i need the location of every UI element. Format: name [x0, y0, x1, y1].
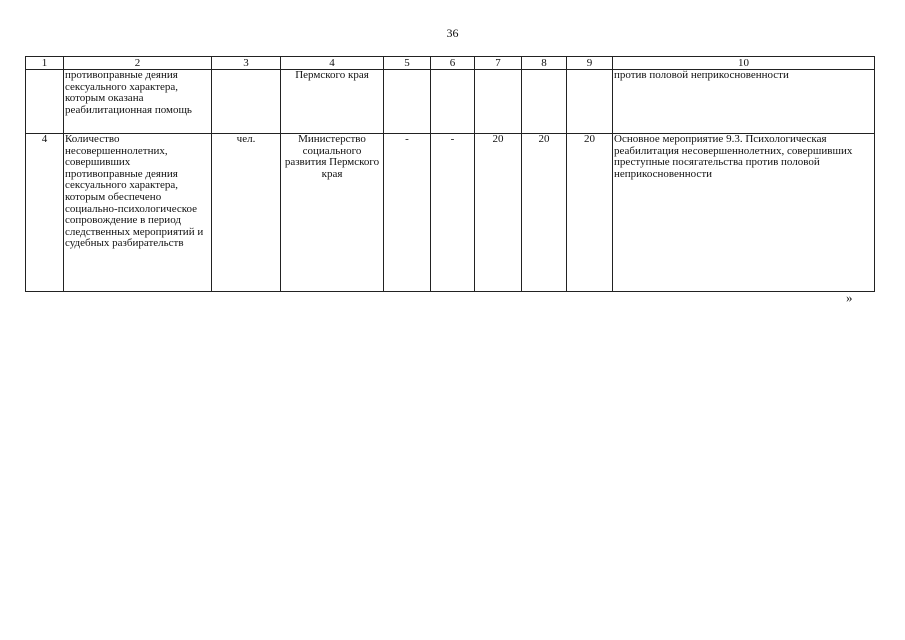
- row-number-cell: 4: [26, 134, 64, 292]
- value-cell: 20: [522, 134, 567, 292]
- responsible-cell: Пермского края: [281, 70, 384, 134]
- value-cell: [567, 70, 613, 134]
- row-number-cell: [26, 70, 64, 134]
- table-row: [26, 134, 875, 292]
- column-header: 5: [384, 57, 431, 70]
- value-cell: -: [431, 134, 475, 292]
- value-cell: -: [384, 134, 431, 292]
- column-header: 1: [26, 57, 64, 70]
- activity-cell: против половой неприкосновенности: [613, 70, 875, 134]
- value-cell: [431, 70, 475, 134]
- column-header: 8: [522, 57, 567, 70]
- value-cell: 20: [567, 134, 613, 292]
- closing-quote-mark: »: [846, 290, 853, 305]
- value-cell: [522, 70, 567, 134]
- activity-cell: Основное мероприятие 9.3. Психологическая реабилитация несовершеннолетних, совершивших преступные посягательства против половой неприкосновенности: [613, 134, 875, 292]
- value-cell: [384, 70, 431, 134]
- responsible-cell: Министерство социального развития Пермского края: [281, 134, 384, 292]
- value-cell: [475, 70, 522, 134]
- column-header: 4: [281, 57, 384, 70]
- column-header: 2: [64, 57, 212, 70]
- column-header: 7: [475, 57, 522, 70]
- indicators-table: [25, 56, 875, 292]
- indicator-name-cell: Количество несовершеннолетних, совершивших противоправные деяния сексуального характера, которым обеспечено социально-психологическое сопровождение в период следственных мероприятий и судебных разбирательств: [64, 134, 212, 292]
- column-header: 10: [613, 57, 875, 70]
- table-header-row: [26, 57, 875, 70]
- unit-cell: [212, 70, 281, 134]
- value-cell: 20: [475, 134, 522, 292]
- column-header: 9: [567, 57, 613, 70]
- unit-cell: чел.: [212, 134, 281, 292]
- page-number: 36: [446, 26, 459, 40]
- indicator-name-cell: противоправные деяния сексуального характера, которым оказана реабилитационная помощь: [64, 70, 212, 134]
- table-row: [26, 70, 875, 134]
- column-header: 3: [212, 57, 281, 70]
- column-header: 6: [431, 57, 475, 70]
